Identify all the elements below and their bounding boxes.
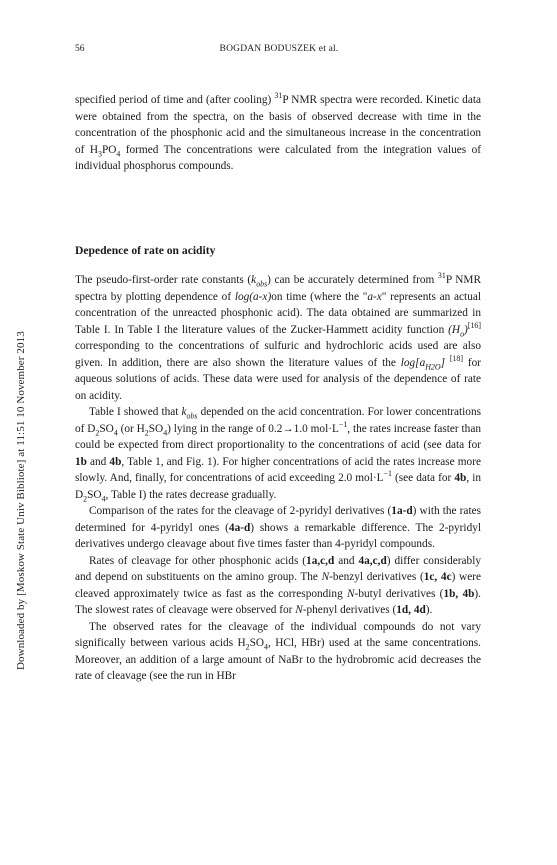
paragraph: Table I showed that $k_{obs}$ depended on the acid concentration. For lower concentrations of $D_2SO_4$ (or $H_2SO_4$) lying in the range of 0.2→1.0 $mol\cdot L^{-1}$, the rates increase faster than could be expected from direct proportionality to the concentrations of acid (see data for 1b and 4b, Table 1, and Fig. 1). For higher concentrations of acid the rates increase more slowly. And, finally, for concentrations of acid exceeding 2.0 $mol\cdot L^{-1}$ (see data for 4b, in $D_2SO_4$, Table I) the rates decrease gradually.	[75, 406, 481, 503]
paragraph: Rates of cleavage for other phosphonic acids (1a,c,d and 4a,c,d) differ considerably and depend on substituents on the amino group. The N-benzyl derivatives (1c, 4c) were cleaved approximately twice as fast as the corresponding N-butyl derivatives (1b, 4b). The slowest rates of cleavage were observed for N-phenyl derivatives (1d, 4d).	[75, 554, 481, 616]
page-number: 56	[75, 44, 85, 54]
running-head: BOGDAN BODUSZEK et al.	[219, 44, 339, 54]
body-text-section	[75, 272, 481, 685]
paragraph: specified period of time and (after cooling) $^{31}$P NMR spectra were recorded. Kinetic data were obtained from the spectra, on the basis of observed decrease with time in the concentration of the phosphonic acid and the simultaneous increase in the concentration of $H_3PO_4$ formed The concentrations were calculated from the integration values of individual phosphorus compounds.	[75, 91, 481, 172]
paragraph: The pseudo-first-order rate constants $(k_{obs})$ can be accurately determined from $^{31}$P NMR spectra by plotting dependence of log(a-x)on time (where the "a-x" represents an actual concentration of the unreacted phosphonic acid). The data obtained are summarized in Table I. In Table I the literature values of the Zucker-Hammett acidity function $(H_o)[16]$ corresponding to the concentrations of sulfuric and hydrochloric acids used are also given. In addition, there are also shown the literature values of the $\log[a_{H2O}]$ [18] for aqueous solutions of acids. These data were used for analysis of the dependence of rate on acidity.	[75, 271, 482, 402]
page-header	[75, 44, 483, 58]
download-note-text: Downloaded by [Moskow State Univ Bibliote] at 11:51 10 November 2013	[15, 331, 27, 670]
paragraph: The observed rates for the cleavage of the individual compounds do not vary significally between various acids $H_2SO_4$, HCl, HBr) used at the same concentrations. Moreover, an addition of a large amount of NaBr to the hydrobromic acid decreases the rate of cleavage (see the run in HBr	[75, 620, 481, 682]
body-text-top	[75, 92, 481, 175]
section-heading: Depedence of rate on acidity	[75, 244, 216, 257]
paragraph: Comparison of the rates for the cleavage of 2-pyridyl derivatives (1a-d) with the rates determined for 4-pyridyl ones (4a-d) shows a remarkable difference. The 2-pyridyl derivatives undergo cleavage about five times faster than 4-pyridyl compounds.	[75, 505, 482, 550]
download-watermark	[14, 250, 28, 670]
